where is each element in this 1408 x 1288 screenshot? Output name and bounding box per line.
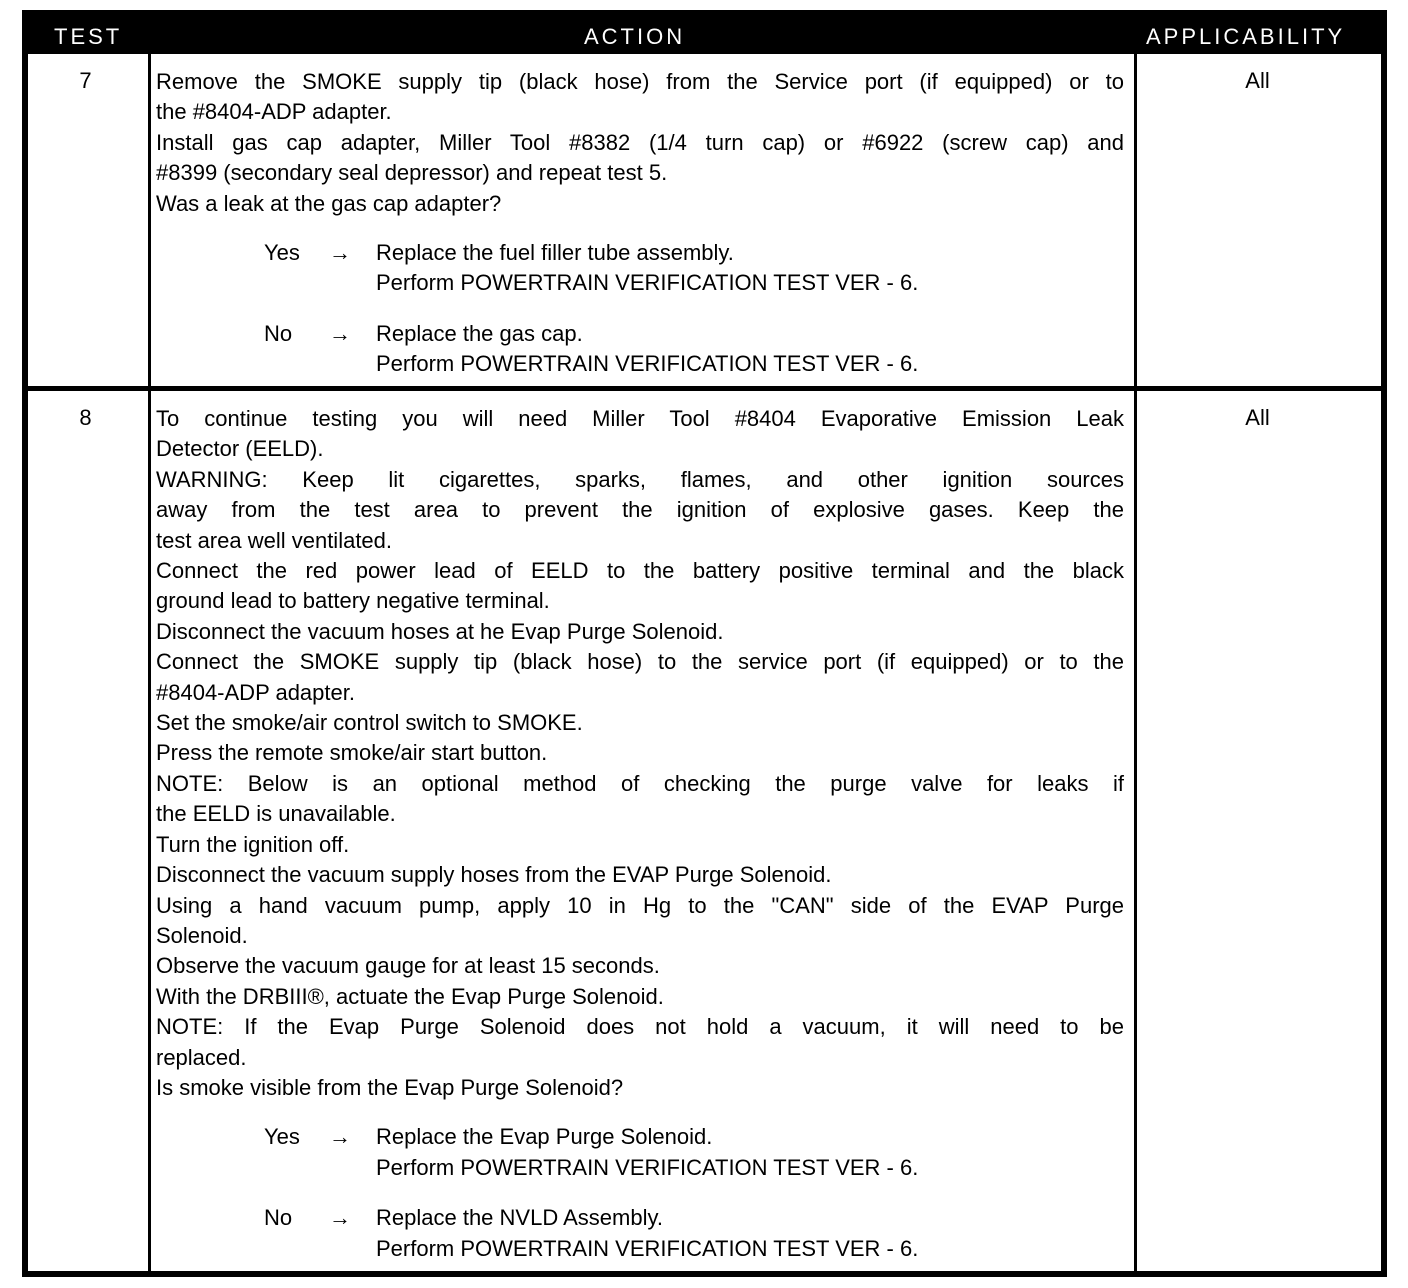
response-action: Replace the gas cap. — [376, 321, 583, 347]
response-action: Perform POWERTRAIN VERIFICATION TEST VER - 6. — [376, 1235, 919, 1261]
action-line: Solenoid. — [156, 922, 248, 948]
action-line: ground lead to battery negative terminal. — [156, 588, 550, 614]
response-no — [156, 1203, 1134, 1265]
applicability-value: All — [1245, 405, 1270, 430]
action-question: Is smoke visible from the Evap Purge Solenoid? — [156, 1074, 624, 1100]
applicability-value: All — [1245, 68, 1270, 93]
action-line: the #8404-ADP adapter. — [156, 99, 392, 125]
applicability-cell — [1134, 54, 1381, 386]
action-line: With the DRBIII®, actuate the Evap Purge Solenoid. — [156, 983, 664, 1009]
note-line: NOTE: If the Evap Purge Solenoid does not hold a vacuum, it will need to be — [156, 1014, 1124, 1040]
table-header — [28, 16, 1381, 54]
action-question: Was a leak at the gas cap adapter? — [156, 190, 502, 216]
action-line: To continue testing you will need Miller Tool #8404 Evaporative Emission Leak — [156, 406, 1124, 431]
arrow-icon: → — [329, 1205, 351, 1231]
table-row-test-7 — [28, 54, 1381, 386]
action-line: Turn the ignition off. — [156, 831, 350, 857]
response-no — [156, 319, 1134, 381]
response-yes — [156, 238, 1134, 300]
response-action: Perform POWERTRAIN VERIFICATION TEST VER - 6. — [376, 270, 919, 296]
header-test: TEST — [54, 24, 123, 49]
applicability-cell — [1134, 391, 1381, 1271]
table-row-test-8 — [28, 391, 1381, 1271]
action-line: Using a hand vacuum pump, apply 10 in Hg to the "CAN" side of the EVAP Purge — [156, 892, 1124, 918]
warning-line: WARNING: Keep lit cigarettes, sparks, flames, and other ignition sources — [156, 466, 1124, 492]
action-line: Set the smoke/air control switch to SMOKE. — [156, 710, 583, 736]
test-number: 7 — [79, 68, 92, 93]
test-number-cell — [28, 54, 143, 386]
action-cell — [148, 391, 1137, 1271]
action-cell — [148, 54, 1137, 386]
action-line: #8404-ADP adapter. — [156, 679, 355, 705]
arrow-icon: → — [329, 321, 351, 347]
warning-line: test area well ventilated. — [156, 527, 393, 553]
diagnostic-test-table — [22, 10, 1387, 1277]
header-applicability: APPLICABILITY — [1146, 24, 1346, 49]
arrow-icon: → — [329, 1124, 351, 1150]
answer-label: Yes — [264, 1124, 300, 1150]
action-line: Observe the vacuum gauge for at least 15 seconds. — [156, 953, 660, 979]
answer-label: Yes — [264, 240, 300, 266]
action-line: Disconnect the vacuum supply hoses from the EVAP Purge Solenoid. — [156, 862, 832, 888]
response-action: Perform POWERTRAIN VERIFICATION TEST VER - 6. — [376, 351, 919, 377]
answer-label: No — [264, 321, 293, 347]
action-line: Connect the red power lead of EELD to the battery positive terminal and the black — [156, 558, 1124, 584]
response-action: Replace the fuel filler tube assembly. — [376, 240, 734, 266]
action-line: Press the remote smoke/air start button. — [156, 740, 548, 766]
response-yes — [156, 1122, 1134, 1184]
action-line: Disconnect the vacuum hoses at he Evap Purge Solenoid. — [156, 618, 724, 644]
note-line: NOTE: Below is an optional method of checking the purge valve for leaks if — [156, 770, 1124, 796]
test-number: 8 — [79, 405, 92, 430]
arrow-icon: → — [329, 240, 351, 266]
action-line: Install gas cap adapter, Miller Tool #8382 (1/4 turn cap) or #6922 (screw cap) and — [156, 129, 1124, 155]
test-number-cell — [28, 391, 143, 1271]
action-line: Remove the SMOKE supply tip (black hose) from the Service port (if equipped) or to — [156, 69, 1124, 94]
warning-line: away from the test area to prevent the ignition of explosive gases. Keep the — [156, 497, 1124, 523]
response-action: Replace the NVLD Assembly. — [376, 1205, 663, 1231]
action-line: Detector (EELD). — [156, 436, 324, 462]
action-line: Connect the SMOKE supply tip (black hose) to the service port (if equipped) or to the — [156, 649, 1124, 675]
header-action: ACTION — [584, 24, 686, 49]
response-action: Perform POWERTRAIN VERIFICATION TEST VER - 6. — [376, 1154, 919, 1180]
response-action: Replace the Evap Purge Solenoid. — [376, 1124, 713, 1150]
answer-label: No — [264, 1205, 293, 1231]
note-line: the EELD is unavailable. — [156, 801, 396, 827]
note-line: replaced. — [156, 1044, 247, 1070]
action-line: #8399 (secondary seal depressor) and repeat test 5. — [156, 160, 668, 186]
